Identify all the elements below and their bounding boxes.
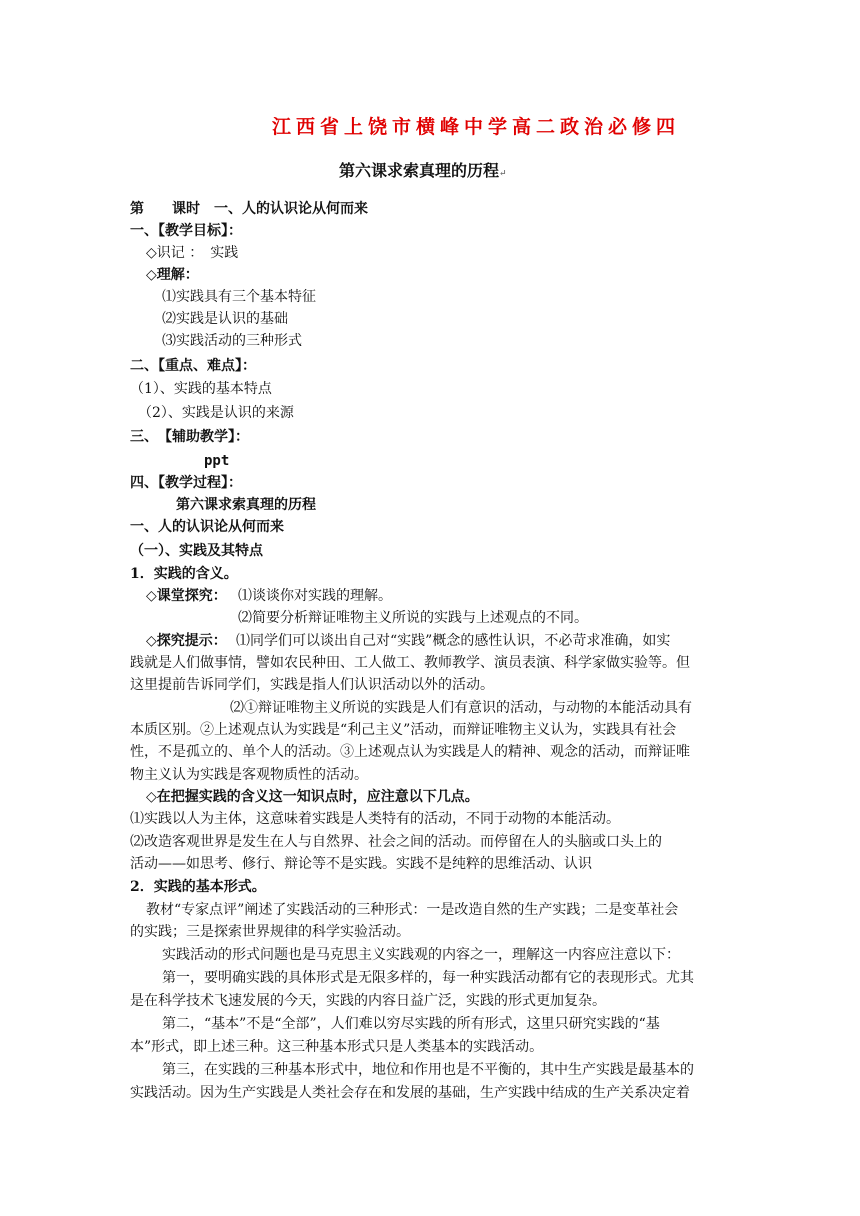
body-line: 的实践；三是探索世界规律的科学实验活动。 bbox=[130, 924, 410, 940]
body-line: 教材“专家点评”阐述了实践活动的三种形式：一是改造自然的生产实践；二是变革社会 bbox=[146, 902, 679, 918]
body-line: ⑵①辩证唯物主义所说的实践是人们有意识的活动，与动物的本能活动具有 bbox=[230, 700, 692, 716]
body-line: 实践活动的形式问题也是马克思主义实践观的内容之一，理解这一内容应注意以下： bbox=[162, 947, 680, 963]
section-heading-1: 一、【教学目标】： bbox=[130, 223, 242, 239]
body-line: 本”形式，即上述三种。这三种基本形式只是人类基本的实践活动。 bbox=[130, 1039, 544, 1055]
lesson-heading: 第 课时 一、人的认识论从何而来 bbox=[130, 201, 368, 217]
objective-item: ⑵实践是认识的基础 bbox=[162, 311, 288, 327]
objective-item: ⑴实践具有三个基本特征 bbox=[162, 289, 316, 305]
body-line: 践就是人们做事情，譬如农民种田、工人做工、教师教学、演员表演、科学家做实验等。但 bbox=[130, 655, 690, 671]
hint-label: ◇探究提示： bbox=[146, 633, 227, 649]
body-line: 活动——如思考、修行、辩论等不是实践。实践不是纯粹的思维活动、认识 bbox=[130, 856, 592, 872]
subsection-heading: （一）、实践及其特点 bbox=[130, 543, 263, 559]
paragraph-mark: ↵ bbox=[499, 169, 507, 179]
point-heading: 1．实践的含义。 bbox=[130, 566, 238, 582]
section-heading-2: 二、【重点、难点】： bbox=[130, 358, 256, 374]
aid-item: ppt bbox=[204, 453, 230, 469]
keypoint-item: （2）、实践是认识的来源 bbox=[138, 405, 294, 421]
body-line: ⑴同学们可以谈出自己对“实践”概念的感性认识，不必苛求准确，如实 bbox=[236, 633, 671, 649]
objective-memorize: ◇识记 ： 实践 bbox=[146, 245, 239, 261]
body-line: 实践活动。因为生产实践是人类社会存在和发展的基础，生产实践中结成的生产关系决定着 bbox=[130, 1085, 690, 1101]
body-line: 性，不是孤立的、单个人的活动。③上述观点认为实践是人的精神、观念的活动，而辩证唯 bbox=[130, 744, 690, 760]
inquiry-question: ⑴谈谈你对实践的理解。 bbox=[238, 588, 392, 604]
body-line: ⑵改造客观世界是发生在人与自然界、社会之间的活动。而停留在人的头脑或口头上的 bbox=[130, 834, 662, 850]
subsection-heading: 一、人的认识论从何而来 bbox=[130, 519, 284, 535]
section-heading-4: 四、【教学过程】： bbox=[130, 475, 242, 491]
section-heading-3: 三、 【辅助教学】： bbox=[130, 429, 249, 445]
body-line: 第三，在实践的三种基本形式中，地位和作用也是不平衡的，其中生产实践是最基本的 bbox=[162, 1062, 694, 1078]
inquiry-question: ⑵简要分析辩证唯物主义所说的实践与上述观点的不同。 bbox=[238, 610, 588, 626]
subtitle-text: 第六课求索真理的历程 bbox=[339, 161, 500, 180]
body-line: 第二，“基本”不是“全部”，人们难以穷尽实践的所有形式，这里只研究实践的“基 bbox=[162, 1016, 660, 1032]
process-title: 第六课求索真理的历程 bbox=[176, 497, 316, 513]
body-line: 是在科学技术飞速发展的今天，实践的内容日益广泛，实践的形式更加复杂。 bbox=[130, 993, 606, 1009]
inquiry-label: ◇课堂探究： bbox=[146, 588, 227, 604]
body-line: 这里提前告诉同学们，实践是指人们认识活动以外的活动。 bbox=[130, 677, 494, 693]
keypoint-item: （1）、实践的基本特点 bbox=[130, 381, 272, 397]
body-line: 物主义认为实践是客观物质性的活动。 bbox=[130, 767, 368, 783]
document-title: 江西省上饶市横峰中学高二政治必修四 bbox=[272, 116, 681, 138]
objective-item: ⑶实践活动的三种形式 bbox=[162, 333, 302, 349]
point-heading: 2．实践的基本形式。 bbox=[130, 879, 266, 895]
body-line: 本质区别。②上述观点认为实践是“利己主义”活动，而辩证唯物主义认为，实践具有社会 bbox=[130, 722, 677, 738]
document-subtitle bbox=[339, 158, 507, 181]
objective-understand: ◇理解： bbox=[146, 267, 199, 283]
note-heading: ◇在把握实践的含义这一知识点时，应注意以下几点。 bbox=[146, 789, 479, 805]
body-line: 第一，要明确实践的具体形式是无限多样的，每一种实践活动都有它的表现形式。尤其 bbox=[162, 970, 694, 986]
body-line: ⑴实践以人为主体，这意味着实践是人类特有的活动，不同于动物的本能活动。 bbox=[130, 811, 620, 827]
